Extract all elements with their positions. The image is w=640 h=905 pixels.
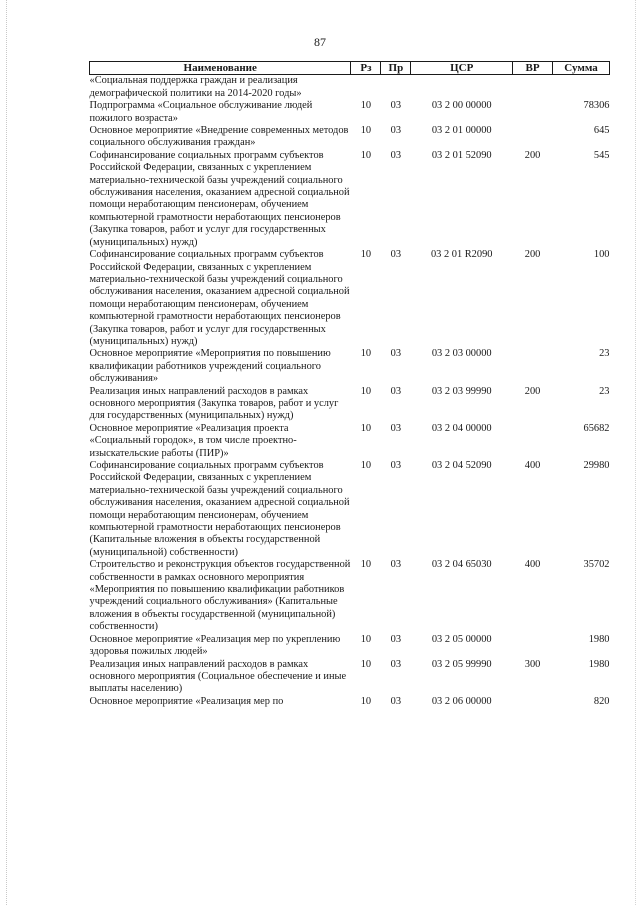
column-header-csr: ЦСР bbox=[411, 62, 513, 75]
cell-pr: 03 bbox=[390, 695, 402, 707]
cell-vr bbox=[513, 125, 553, 150]
cell-rz: 10 bbox=[360, 125, 372, 137]
table-row bbox=[90, 460, 610, 559]
cell-sum: 65682 bbox=[583, 422, 610, 434]
cell-name: Основное мероприятие «Реализация мер по укреплению здоровья пожилых людей» bbox=[89, 633, 341, 658]
cell-pr: 03 bbox=[390, 385, 402, 397]
cell-sum bbox=[553, 75, 610, 100]
cell-pr: 03 bbox=[390, 100, 402, 112]
cell-vr bbox=[513, 100, 553, 125]
column-header-name: Наименование bbox=[90, 62, 351, 75]
cell-sum: 23 bbox=[599, 385, 610, 397]
table-row bbox=[90, 75, 610, 100]
budget-table bbox=[89, 61, 610, 708]
cell-name: Софинансирование социальных программ субъектов Российской Федерации, связанных с укреплением материально-технической базы учреждений социального обслуживания населения, оказанием адресной социальной помощи неработающим пенсионерам, обучением компьютерной грамотности неработающих пенсионеров (Закупка товаров, работ и услуг для государственных (муниципальных) нужд) bbox=[89, 249, 350, 347]
cell-pr: 03 bbox=[390, 422, 402, 434]
cell-name: Строительство и реконструкция объектов государственной собственности в рамках основного мероприятия «Мероприятия по повышению квалификации работников учреждений социального обслуживания» (Капитальные вложения в объекты государственной (муниципальной) собственности) bbox=[89, 559, 351, 633]
cell-vr bbox=[513, 696, 553, 708]
cell-sum: 545 bbox=[593, 149, 610, 161]
cell-pr bbox=[381, 75, 411, 100]
cell-sum: 78306 bbox=[583, 100, 610, 112]
table-row bbox=[90, 423, 610, 460]
cell-name: Основное мероприятие «Внедрение современных методов социального обслуживания граждан» bbox=[89, 125, 349, 149]
cell-csr: 03 2 00 00000 bbox=[431, 100, 492, 112]
cell-sum: 820 bbox=[593, 695, 610, 707]
cell-rz: 10 bbox=[360, 633, 372, 645]
page-number: 87 bbox=[314, 35, 326, 49]
cell-name: Основное мероприятие «Реализация проекта «Социальный городок», в том числе проектно-изыскательские работы (ПИР)» bbox=[89, 422, 297, 459]
cell-pr: 03 bbox=[390, 658, 402, 670]
cell-rz: 10 bbox=[360, 422, 372, 434]
table-row bbox=[90, 696, 610, 708]
table-body bbox=[90, 75, 610, 708]
cell-vr bbox=[513, 423, 553, 460]
scan-edge-right bbox=[635, 0, 636, 905]
cell-vr: 200 bbox=[524, 385, 541, 397]
cell-vr bbox=[513, 634, 553, 659]
table-header-row bbox=[90, 62, 610, 75]
table-row bbox=[90, 386, 610, 423]
cell-name: Подпрограмма «Социальное обслуживание людей пожилого возраста» bbox=[89, 100, 313, 124]
cell-rz: 10 bbox=[360, 249, 372, 261]
cell-sum: 645 bbox=[593, 125, 610, 137]
cell-pr: 03 bbox=[390, 559, 402, 571]
cell-rz: 10 bbox=[360, 658, 372, 670]
cell-name: Софинансирование социальных программ субъектов Российской Федерации, связанных с укреплением материально-технической базы учреждений социального обслуживания населения, оказанием адресной социальной помощи неработающим пенсионерам, обучением компьютерной грамотности неработающих пенсионеров (Закупка товаров, работ и услуг для государственных (муниципальных) нужд) bbox=[89, 149, 350, 248]
cell-rz: 10 bbox=[360, 460, 372, 471]
cell-csr: 03 2 01 00000 bbox=[431, 125, 492, 137]
cell-csr: 03 2 01 52090 bbox=[431, 149, 492, 161]
column-header-pr: Пр bbox=[381, 62, 411, 75]
cell-sum: 35702 bbox=[583, 559, 610, 571]
cell-vr: 300 bbox=[524, 658, 541, 670]
cell-name: Основное мероприятие «Мероприятия по повышению квалификации работников учреждений социального обслуживания» bbox=[89, 348, 331, 385]
cell-rz: 10 bbox=[360, 100, 372, 112]
column-header-rz: Рз bbox=[351, 62, 381, 75]
cell-csr bbox=[411, 75, 513, 100]
cell-vr: 400 bbox=[524, 559, 541, 571]
cell-csr: 03 2 06 00000 bbox=[431, 695, 492, 707]
cell-csr: 03 2 01 R2090 bbox=[430, 249, 493, 261]
cell-csr: 03 2 03 99990 bbox=[431, 385, 492, 397]
cell-pr: 03 bbox=[390, 460, 402, 471]
cell-sum: 100 bbox=[593, 249, 610, 261]
cell-sum: 29980 bbox=[583, 460, 610, 471]
table-row bbox=[90, 348, 610, 385]
scan-edge-left bbox=[6, 0, 7, 905]
cell-rz bbox=[351, 75, 381, 100]
table-row bbox=[90, 125, 610, 150]
cell-csr: 03 2 04 52090 bbox=[431, 460, 492, 471]
table-row bbox=[90, 634, 610, 659]
cell-vr bbox=[513, 75, 553, 100]
cell-pr: 03 bbox=[390, 348, 402, 360]
cell-csr: 03 2 05 00000 bbox=[431, 633, 492, 645]
cell-name: Основное мероприятие «Реализация мер по bbox=[89, 695, 284, 707]
cell-name: Реализация иных направлений расходов в рамках основного мероприятия (Социальное обеспечение и иные выплаты населению) bbox=[89, 658, 347, 695]
table-row bbox=[90, 150, 610, 249]
cell-rz: 10 bbox=[360, 149, 372, 161]
cell-csr: 03 2 05 99990 bbox=[431, 658, 492, 670]
cell-name: «Социальная поддержка граждан и реализация демографической политики на 2014-2020 годы» bbox=[89, 75, 302, 99]
table-row bbox=[90, 559, 610, 633]
cell-csr: 03 2 04 00000 bbox=[431, 422, 492, 434]
cell-rz: 10 bbox=[360, 385, 372, 397]
cell-sum: 1980 bbox=[588, 633, 610, 645]
table-row bbox=[90, 249, 610, 348]
cell-pr: 03 bbox=[390, 633, 402, 645]
column-header-sum: Сумма bbox=[553, 62, 610, 75]
cell-pr: 03 bbox=[390, 249, 402, 261]
table-row bbox=[90, 100, 610, 125]
cell-rz: 10 bbox=[360, 348, 372, 360]
cell-vr: 200 bbox=[524, 149, 541, 161]
cell-csr: 03 2 04 65030 bbox=[431, 559, 492, 571]
cell-rz: 10 bbox=[360, 695, 372, 707]
cell-name: Реализация иных направлений расходов в рамках основного мероприятия (Закупка товаров, работ и услуг для государственных (муниципальных) нужд) bbox=[89, 385, 339, 422]
cell-rz: 10 bbox=[360, 559, 372, 571]
column-header-vr: ВР bbox=[513, 62, 553, 75]
cell-pr: 03 bbox=[390, 125, 402, 137]
cell-csr: 03 2 03 00000 bbox=[431, 348, 492, 360]
cell-sum: 1980 bbox=[588, 658, 610, 670]
cell-vr: 200 bbox=[524, 249, 541, 261]
cell-sum: 23 bbox=[599, 348, 610, 360]
table-row bbox=[90, 659, 610, 696]
cell-pr: 03 bbox=[390, 149, 402, 161]
cell-name: Софинансирование социальных программ субъектов Российской Федерации, связанных с укреплением материально-технической базы учреждений социального обслуживания населения, оказанием адресной социальной помощи неработающим пенсионерам, обучением компьютерной грамотности неработающих пенсионеров (Капитальные вложения в объекты государственной (муниципальной) собственности) bbox=[89, 460, 350, 558]
cell-vr bbox=[513, 348, 553, 385]
cell-vr: 400 bbox=[524, 460, 541, 471]
